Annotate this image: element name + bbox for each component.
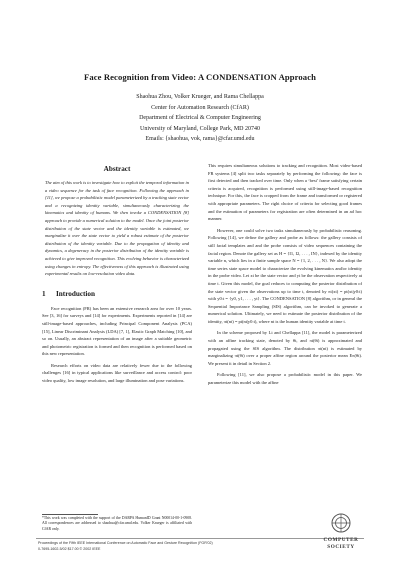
affiliation-line-2: Department of Electrical & Computer Engineering xyxy=(139,115,261,122)
author-block xyxy=(0,92,400,145)
footnote: *This work was completed with the support of the DARPA HumanID Grant N00014-00-1-0908. All correspondences are addressed to shaohua@cfar.umd.edu. Volker Krueger is affiliated with CfAR only. xyxy=(42,516,192,531)
section-heading-introduction xyxy=(42,290,192,298)
author-emails: Emails: {shaohua, vok, rama}@cfar.umd.edu xyxy=(145,136,255,143)
right-paragraph-1: This requires simultaneous solutions to tracking and recognition. Most video-based FR systems [4] split two tasks separately by performing the following: the face is first detected and then tracked over time. Only when a ‘best’ frame satisfying certain criteria is acquired, recognition is performed using still-image-based recognition technique. For this, the face is cropped from the frame and transformed or registered with appropriate parameters. The right choice of criteria for selecting good frames and the estimation of parameters for registration are often determined in an ad hoc manner. xyxy=(208,163,362,222)
abstract-heading: Abstract xyxy=(103,165,131,173)
right-paragraph-4: Following [11], we also propose a probabilistic model in this paper. We parameterize this model with the affine xyxy=(208,372,362,386)
right-paragraph-2: However, one could solve two tasks simultaneously by probabilistic reasoning. Following [14], we define the gallery and probe as follows: the gallery consists of still facial templates and and the probe consists of video sequences containing the facial region. Denote the gallery set as H = {I1, I2, . . . , IN}, indexed by the identity variable n, which lies in a finite sample space N = {1, 2, . . . , N}. We also adopt the time series state space model to characterize the evolving kinematics and/or identity in the probe video. Let xt be the state vector and yt be the observation respectively at time t. Given this model, the goal reduces to computing the posterior distribution of the state vector given the observations up to time t, denoted by πt(xt) = pt(xt|y0:t) with y0:t = {y0, y1, . . . , yt}. The CONDENSATION [8] algorithm, or in general the Sequential Importance Sampling (SIS) algorithm, can be invoked to generate a numerical solution. Ultimately, we need to estimate the posterior distribution of the identity, πt(nt) = pt(nt|y0:t), where nt is the human identity variable at time t. xyxy=(208,227,362,324)
computer-society-logo xyxy=(318,512,364,552)
paper-title: Face Recognition from Video: A CONDENSATION Approach xyxy=(84,72,316,82)
proceedings-line: Proceedings of the Fifth IEEE International Conference on Automatic Face and Gesture Recognition (FGR'02) xyxy=(38,541,213,545)
section-title: Introduction xyxy=(56,289,96,298)
author-names: Shaohua Zhou, Volker Krueger, and Rama Chellappa xyxy=(136,94,264,100)
bottom-rule xyxy=(36,538,364,539)
footnote-rule xyxy=(42,514,98,515)
affiliation-line-3: University of Maryland, College Park, MD 20740 xyxy=(140,125,260,132)
affiliation-line-1: Center for Automation Research (CfAR) xyxy=(151,104,249,111)
left-column xyxy=(42,165,192,389)
right-column xyxy=(208,162,362,391)
isbn-line: 0-7695-1602-5/02 $17.00 © 2002 IEEE xyxy=(38,546,101,551)
section-number: 1 xyxy=(42,289,46,298)
intro-paragraph-2: Research efforts on video data are relatively fewer due to the following challenges [16] in typical applications like surveillance and access control: poor video quality, low image resolution, and large illumination and pose variations. xyxy=(42,362,192,384)
right-paragraph-3: In the scheme proposed by Li and Chellappa [11], the model is parameterized with an affine tracking state, denoted by θt, and πt(θt) is approximated and propagated using the SIS algorithm. The distribution πt(nt) is estimated by marginalizing πt(θt) over a proper affine region around the posterior mean Eπ(θt). We present it in detail in Section 2. xyxy=(208,330,362,366)
logo-text-computer: COMPUTER xyxy=(323,537,359,543)
abstract-text: The aim of this work is to investigate how to exploit the temporal information in a video sequence for the task of face recognition. Following the approach in [11], we propose a probabilistic model parameterized by a tracking state vector and a recognizing identity variable, simultaneously characterizing the kinematics and identity of humans. We then invoke a CONDENSATION [8] approach to provide a numerical solution to the model. Once the joint posterior distribution of the state vector and the identity variable is estimated, we marginalize it over the state vector to yield a robust estimate of the posterior distribution of the identity variable. Due to the propagation of identity and dynamics, a degeneracy in the posterior distribution of the identity variable is achieved to give improved recognition. This evolving behavior is characterized using changes in entropy. The effectiveness of this approach is illustrated using experimental results on low-resolution video data. xyxy=(45,180,189,277)
logo-text-society: SOCIETY xyxy=(327,544,355,550)
proceedings-footer xyxy=(38,541,213,552)
intro-paragraph-1: Face recognition (FR) has been an extensive research area for over 10 years. See [3, 16] for surveys and [14] for experiments. Experiments reported in [14] are still-image-based approaches, including Principal Component Analysis (PCA) [15], Linear Discriminant Analysis (LDA) [7, 1], Elastic Graph Matching [10], and so on. Usually, an abstract representation of an image after a suitable geometric and photometric registration is formed and then recognition is performed based on this new representation. xyxy=(42,305,192,357)
logo-emblem-icon xyxy=(332,514,350,532)
